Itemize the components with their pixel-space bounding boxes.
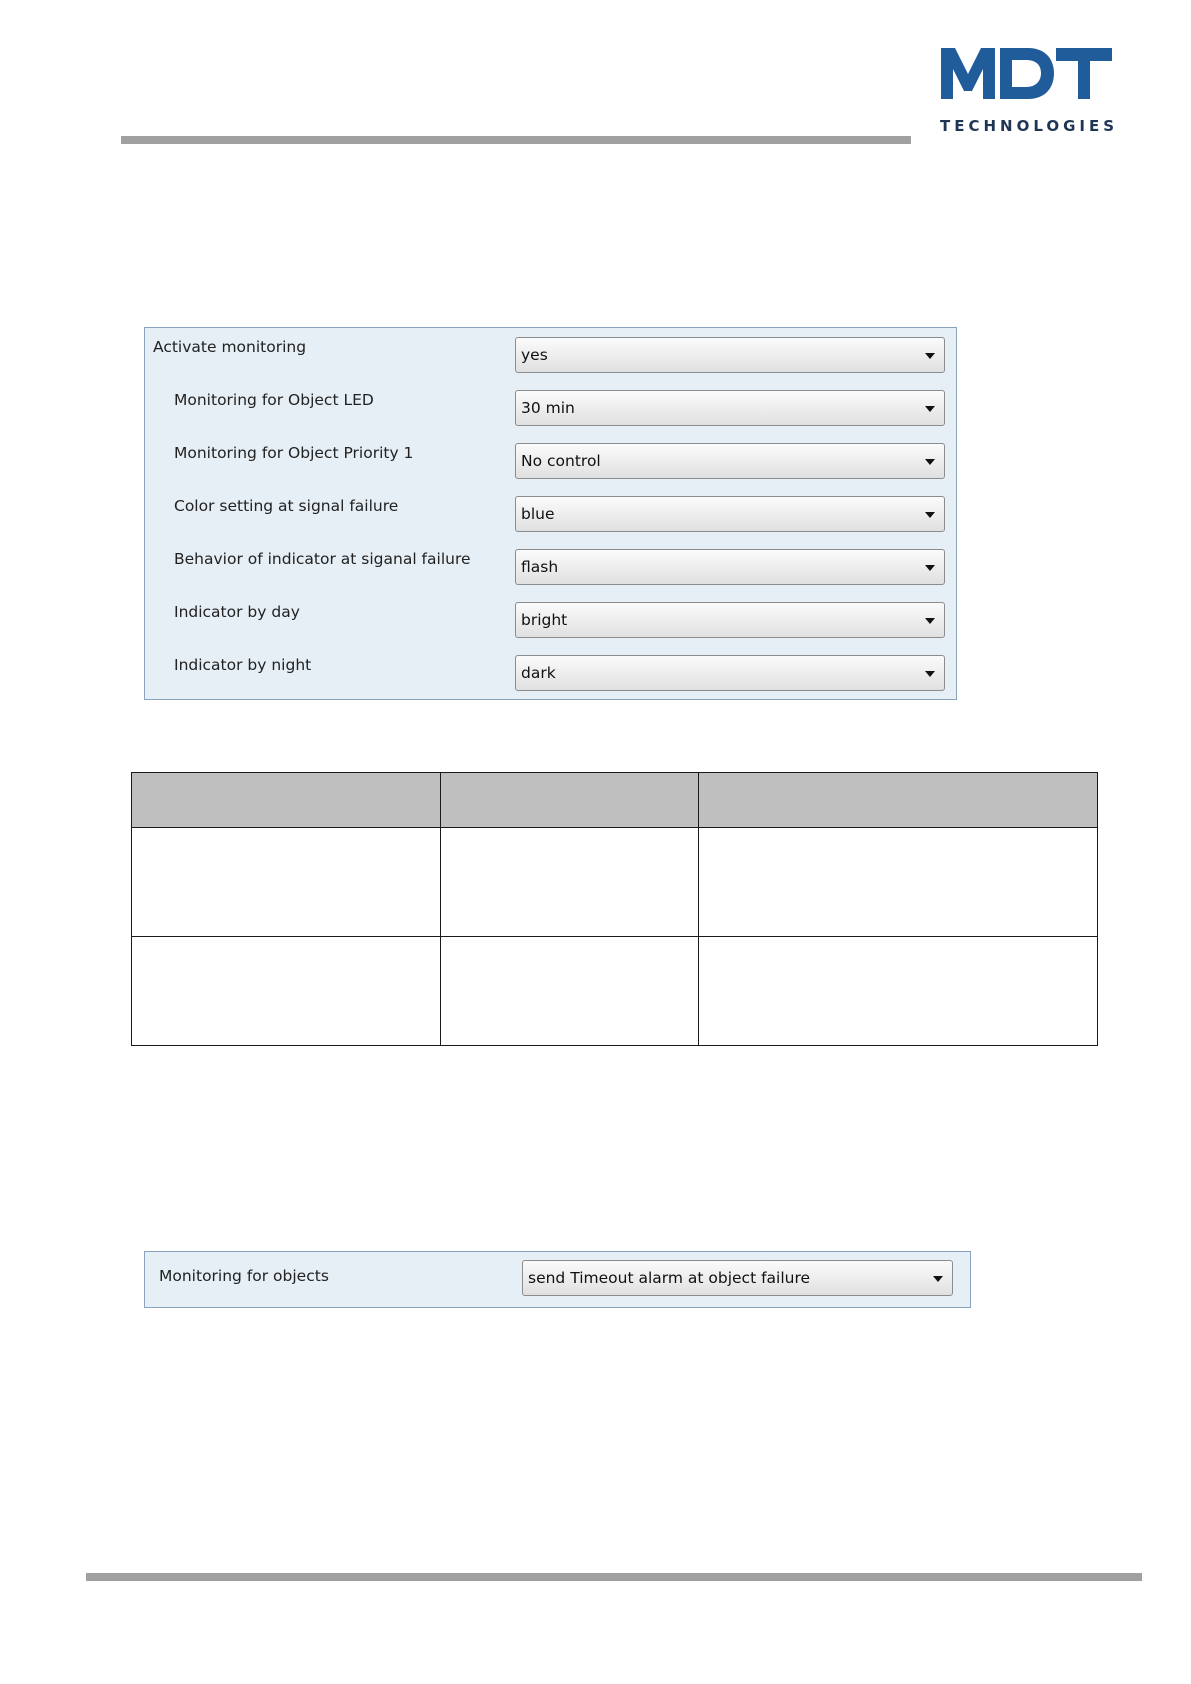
setting-label: Indicator by day bbox=[174, 603, 300, 621]
setting-label: Indicator by night bbox=[174, 656, 312, 674]
dropdown-value: 30 min bbox=[521, 399, 575, 417]
table-cell bbox=[441, 828, 699, 937]
footer-divider bbox=[86, 1573, 1142, 1581]
setting-label: Color setting at signal failure bbox=[174, 497, 399, 515]
color-signal-failure-dropdown[interactable] bbox=[515, 496, 945, 532]
activate-monitoring-dropdown[interactable] bbox=[515, 337, 945, 373]
monitoring-object-priority-dropdown[interactable] bbox=[515, 443, 945, 479]
dropdown-value: flash bbox=[521, 558, 559, 576]
table-cell bbox=[132, 828, 441, 937]
dropdown-value: blue bbox=[521, 505, 555, 523]
table-header-cell bbox=[132, 773, 441, 828]
logo-tagline: TECHNOLOGIES bbox=[940, 117, 1119, 135]
info-table bbox=[131, 772, 1098, 1046]
header-divider bbox=[121, 136, 911, 144]
monitoring-object-led-dropdown[interactable] bbox=[515, 390, 945, 426]
chevron-down-icon bbox=[925, 353, 935, 359]
setting-label: Monitoring for objects bbox=[159, 1267, 329, 1285]
setting-label: Behavior of indicator at siganal failure bbox=[174, 550, 471, 568]
table-cell bbox=[441, 937, 699, 1046]
table-cell bbox=[132, 937, 441, 1046]
dropdown-value: yes bbox=[521, 346, 548, 364]
chevron-down-icon bbox=[933, 1276, 943, 1282]
setting-row-behavior-signal-failure bbox=[145, 540, 956, 584]
chevron-down-icon bbox=[925, 512, 935, 518]
setting-label: Monitoring for Object Priority 1 bbox=[174, 444, 414, 462]
setting-row-indicator-day bbox=[145, 593, 956, 637]
setting-label: Monitoring for Object LED bbox=[174, 391, 374, 409]
dropdown-value: bright bbox=[521, 611, 568, 629]
monitoring-objects-dropdown[interactable] bbox=[522, 1260, 953, 1296]
setting-row-monitoring-object-led bbox=[145, 381, 956, 425]
setting-row-color-signal-failure bbox=[145, 487, 956, 531]
behavior-signal-failure-dropdown[interactable] bbox=[515, 549, 945, 585]
chevron-down-icon bbox=[925, 671, 935, 677]
setting-label: Activate monitoring bbox=[153, 338, 307, 356]
table-header-cell bbox=[699, 773, 1098, 828]
dropdown-value: send Timeout alarm at object failure bbox=[528, 1269, 811, 1287]
monitoring-settings-panel bbox=[144, 327, 957, 700]
chevron-down-icon bbox=[925, 565, 935, 571]
table-header-cell bbox=[441, 773, 699, 828]
chevron-down-icon bbox=[925, 459, 935, 465]
table-row bbox=[132, 937, 1098, 1046]
chevron-down-icon bbox=[925, 618, 935, 624]
setting-row-monitoring-object-priority bbox=[145, 434, 956, 478]
table-row bbox=[132, 828, 1098, 937]
table-cell bbox=[699, 828, 1098, 937]
objects-monitoring-panel bbox=[144, 1251, 971, 1308]
indicator-day-dropdown[interactable] bbox=[515, 602, 945, 638]
indicator-night-dropdown[interactable] bbox=[515, 655, 945, 691]
setting-row-activate-monitoring bbox=[145, 328, 956, 372]
table-cell bbox=[699, 937, 1098, 1046]
dropdown-value: dark bbox=[521, 664, 556, 682]
setting-row-indicator-night bbox=[145, 646, 956, 690]
dropdown-value: No control bbox=[521, 452, 601, 470]
table-header-row bbox=[132, 773, 1098, 828]
chevron-down-icon bbox=[925, 406, 935, 412]
